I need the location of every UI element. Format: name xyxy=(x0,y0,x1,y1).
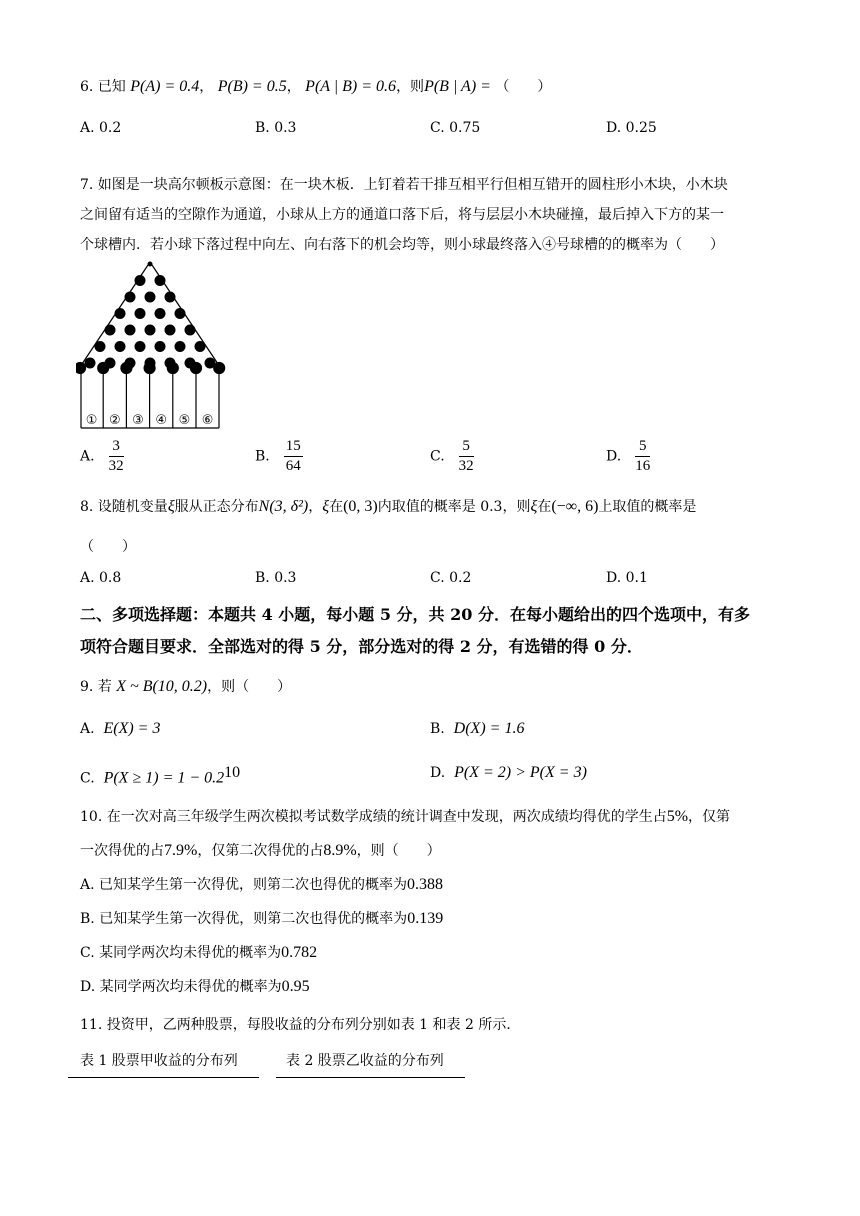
slot-label: ⑤ xyxy=(178,413,191,428)
q6-then: ，则 xyxy=(396,79,425,95)
q8-lead: 8. 设随机变量 xyxy=(80,499,168,515)
table-1-top-rule xyxy=(68,1077,259,1078)
q6-option-a: A. 0.2 xyxy=(80,120,122,136)
q8-xi: ξ xyxy=(167,498,175,515)
q8-text-in-2: 在 xyxy=(537,499,552,515)
q8-text-in: 在 xyxy=(329,499,344,515)
q6-option-d: D. 0.25 xyxy=(606,120,657,136)
question-6: 6. 已知 P(A) = 0.4， P(B) = 0.5， P(A | B) = 0.6，则P(B | A) = （ ） xyxy=(80,78,552,95)
q9-option-c-exponent: 10 xyxy=(224,764,241,781)
section-2-line-2: 项符合题目要求．全部选对的得 5 分，部分选对的得 2 分，有选错的得 0 分． xyxy=(80,637,643,656)
q8-option-b: B. 0.3 xyxy=(255,570,297,586)
divider-peg xyxy=(121,363,132,374)
q9-option-c xyxy=(80,764,240,788)
q7-option-d-denominator: 16 xyxy=(635,458,651,474)
q9-tail: ，则（ ） xyxy=(207,679,292,695)
q7-option-c xyxy=(430,438,474,475)
q8-answer-paren: （ ） xyxy=(80,539,136,555)
q10-line-2 xyxy=(80,840,441,860)
q8-option-c: C. 0.2 xyxy=(430,570,472,586)
q8-xi-3: ξ xyxy=(530,498,538,515)
q7-option-d-label: D. xyxy=(606,448,622,465)
q8-normal-dist: N(3, δ²) xyxy=(258,498,309,515)
slot-label: ③ xyxy=(132,413,144,428)
q7-option-a-numerator: 3 xyxy=(109,438,124,457)
q10-line-2-mid: ，仅第二次得优的占 xyxy=(197,843,324,859)
divider-peg xyxy=(214,363,225,374)
q9-option-b-expr: D(X) = 1.6 xyxy=(453,720,525,737)
q8-xi-2: ξ xyxy=(322,498,330,515)
q9-option-c-expr: P(X ≥ 1) = 1 − 0.2 xyxy=(103,769,225,787)
q8-interval-2: (−∞, 6) xyxy=(551,498,599,515)
q9-option-b xyxy=(430,720,524,738)
slot-label: ② xyxy=(108,413,121,428)
q10-option-c-value: 0.782 xyxy=(281,944,318,961)
galton-board-diagram xyxy=(76,256,226,432)
q7-option-b-fraction xyxy=(284,438,303,475)
section-2-line-1: 二、多项选择题：本题共 4 小题，每小题 5 分，共 20 分．在每小题给出的四个选项中，有多 xyxy=(80,605,750,624)
divider-peg xyxy=(144,363,155,374)
galton-peg xyxy=(125,325,136,336)
q10-option-b-text: B. 已知某学生第一次得优，则第二次也得优的概率为 xyxy=(80,911,408,927)
q10-option-a-text: A. 已知某学生第一次得优，则第二次也得优的概率为 xyxy=(80,877,408,893)
q6-number: 6. xyxy=(80,79,94,95)
q10-option-d-value: 0.95 xyxy=(281,978,310,995)
galton-peg xyxy=(85,358,96,369)
q10-percent-second-only: 8.9% xyxy=(323,842,357,859)
slot-label: ⑥ xyxy=(201,413,214,428)
slot-label: ① xyxy=(85,413,98,428)
q10-line-1-text: 10. 在一次对高三年级学生两次模拟考试数学成绩的统计调查中发现，两次成绩均得优的学生占 xyxy=(80,809,667,825)
section-2-heading xyxy=(80,600,785,662)
q7-option-c-label: C. xyxy=(430,448,445,465)
q10-percent-first-only: 7.9% xyxy=(164,842,198,859)
q10-option-c-text: C. 某同学两次均未得优的概率为 xyxy=(80,945,282,961)
q6-option-b: B. 0.3 xyxy=(255,120,297,136)
q10-option-d-text: D. 某同学两次均未得优的概率为 xyxy=(80,979,282,995)
q8-interval-1: (0, 3) xyxy=(343,498,378,515)
q7-option-a-label: A. xyxy=(80,448,95,465)
q9-option-a-expr: E(X) = 3 xyxy=(103,720,161,737)
galton-peg xyxy=(135,341,146,352)
q8-text-dist: 服从正态分布 xyxy=(174,499,259,515)
divider-peg xyxy=(167,363,178,374)
q10-option-b-value: 0.139 xyxy=(407,910,444,927)
q8-text-tail: 上取值的概率是 xyxy=(598,499,697,515)
q7-line-1: 7. 如图是一块高尔顿板示意图：在一块木板．上钉着若干排互相平行但相互错开的圆柱形小木块，小木块 xyxy=(80,177,728,193)
galton-peg xyxy=(145,292,156,303)
q10-option-a-value: 0.388 xyxy=(407,876,444,893)
q7-option-c-fraction xyxy=(459,438,474,475)
galton-peg xyxy=(155,341,166,352)
q6-answer-paren: （ ） xyxy=(495,79,552,95)
q8-option-d: D. 0.1 xyxy=(606,570,648,586)
q9-binomial-expr: X ~ B(10, 0.2) xyxy=(116,678,208,695)
slot-label: ④ xyxy=(155,413,168,428)
q10-line-1 xyxy=(80,806,730,826)
q10-line-1-tail: ，仅第 xyxy=(688,809,731,825)
q7-option-a-denominator: 32 xyxy=(108,458,124,474)
q7-option-c-denominator: 32 xyxy=(458,458,474,474)
galton-peg xyxy=(175,341,186,352)
q9-option-a xyxy=(80,720,160,738)
q7-option-c-numerator: 5 xyxy=(459,438,474,457)
q7-option-b-numerator: 15 xyxy=(284,438,303,457)
q7-option-d xyxy=(606,438,650,475)
question-11: 11. 投资甲，乙两种股票，每股收益的分布列分别如表 1 和表 2 所示． xyxy=(80,1017,521,1033)
q6-lead: 已知 xyxy=(97,79,126,95)
q9-option-a-label: A. xyxy=(80,721,95,737)
q6-ask: P(B | A) = xyxy=(424,78,491,95)
q10-percent-both: 5% xyxy=(666,808,689,825)
table-2-top-rule xyxy=(276,1077,465,1078)
galton-peg xyxy=(145,325,156,336)
q10-line-2-tail: ，则（ ） xyxy=(356,843,441,859)
q7-option-d-numerator: 5 xyxy=(635,438,650,457)
q8-comma: ， xyxy=(308,499,323,515)
q6-cond-pa: P(A) = 0.4 xyxy=(130,78,200,95)
galton-peg xyxy=(165,325,176,336)
galton-peg xyxy=(115,341,126,352)
q6-option-c: C. 0.75 xyxy=(430,120,481,136)
q7-option-b-label: B. xyxy=(255,448,270,465)
q10-option-d xyxy=(80,976,310,996)
table-1-caption: 表 1 股票甲收益的分布列 xyxy=(80,1053,238,1069)
q9-option-b-label: B. xyxy=(430,721,445,737)
galton-peg xyxy=(135,308,146,319)
q10-line-2-text: 一次得优的占 xyxy=(80,843,164,859)
q7-option-a xyxy=(80,438,124,475)
q7-line-2: 之间留有适当的空隙作为通道，小球从上方的通道口落下后，将与层层小木块碰撞，最后掉入下方的某一 xyxy=(80,207,724,223)
q7-line-3: 个球槽内．若小球下落过程中向左、向右落下的机会均等，则小球最终落入④号球槽的的概率为（ ） xyxy=(80,237,724,253)
q9-option-d-label: D. xyxy=(430,765,446,781)
divider-peg xyxy=(191,363,202,374)
q9-option-d-expr: P(X = 2) > P(X = 3) xyxy=(454,764,587,781)
q10-option-a xyxy=(80,874,443,894)
q7-option-b xyxy=(255,438,303,475)
q7-option-b-denominator: 64 xyxy=(285,458,301,474)
divider-peg xyxy=(76,363,86,374)
table-2-caption: 表 2 股票乙收益的分布列 xyxy=(286,1053,444,1069)
q10-option-c xyxy=(80,942,317,962)
question-9 xyxy=(80,676,291,696)
divider-peg xyxy=(98,363,109,374)
galton-pegs xyxy=(85,262,216,369)
q7-option-d-fraction xyxy=(635,438,650,475)
q6-cond-pb: P(B) = 0.5 xyxy=(217,78,287,95)
q10-option-b xyxy=(80,908,443,928)
q7-option-a-fraction xyxy=(109,438,124,475)
q9-lead: 9. 若 xyxy=(80,679,112,695)
galton-peg xyxy=(185,325,196,336)
galton-peg xyxy=(105,325,116,336)
question-8 xyxy=(80,496,696,516)
galton-peg xyxy=(155,308,166,319)
q6-cond-pab: P(A | B) = 0.6 xyxy=(305,78,397,95)
q8-option-a: A. 0.8 xyxy=(80,570,122,586)
q9-option-c-label: C. xyxy=(80,770,95,787)
q8-text-prob: 内取值的概率是 0.3，则 xyxy=(377,499,531,515)
q9-option-d xyxy=(430,764,587,782)
